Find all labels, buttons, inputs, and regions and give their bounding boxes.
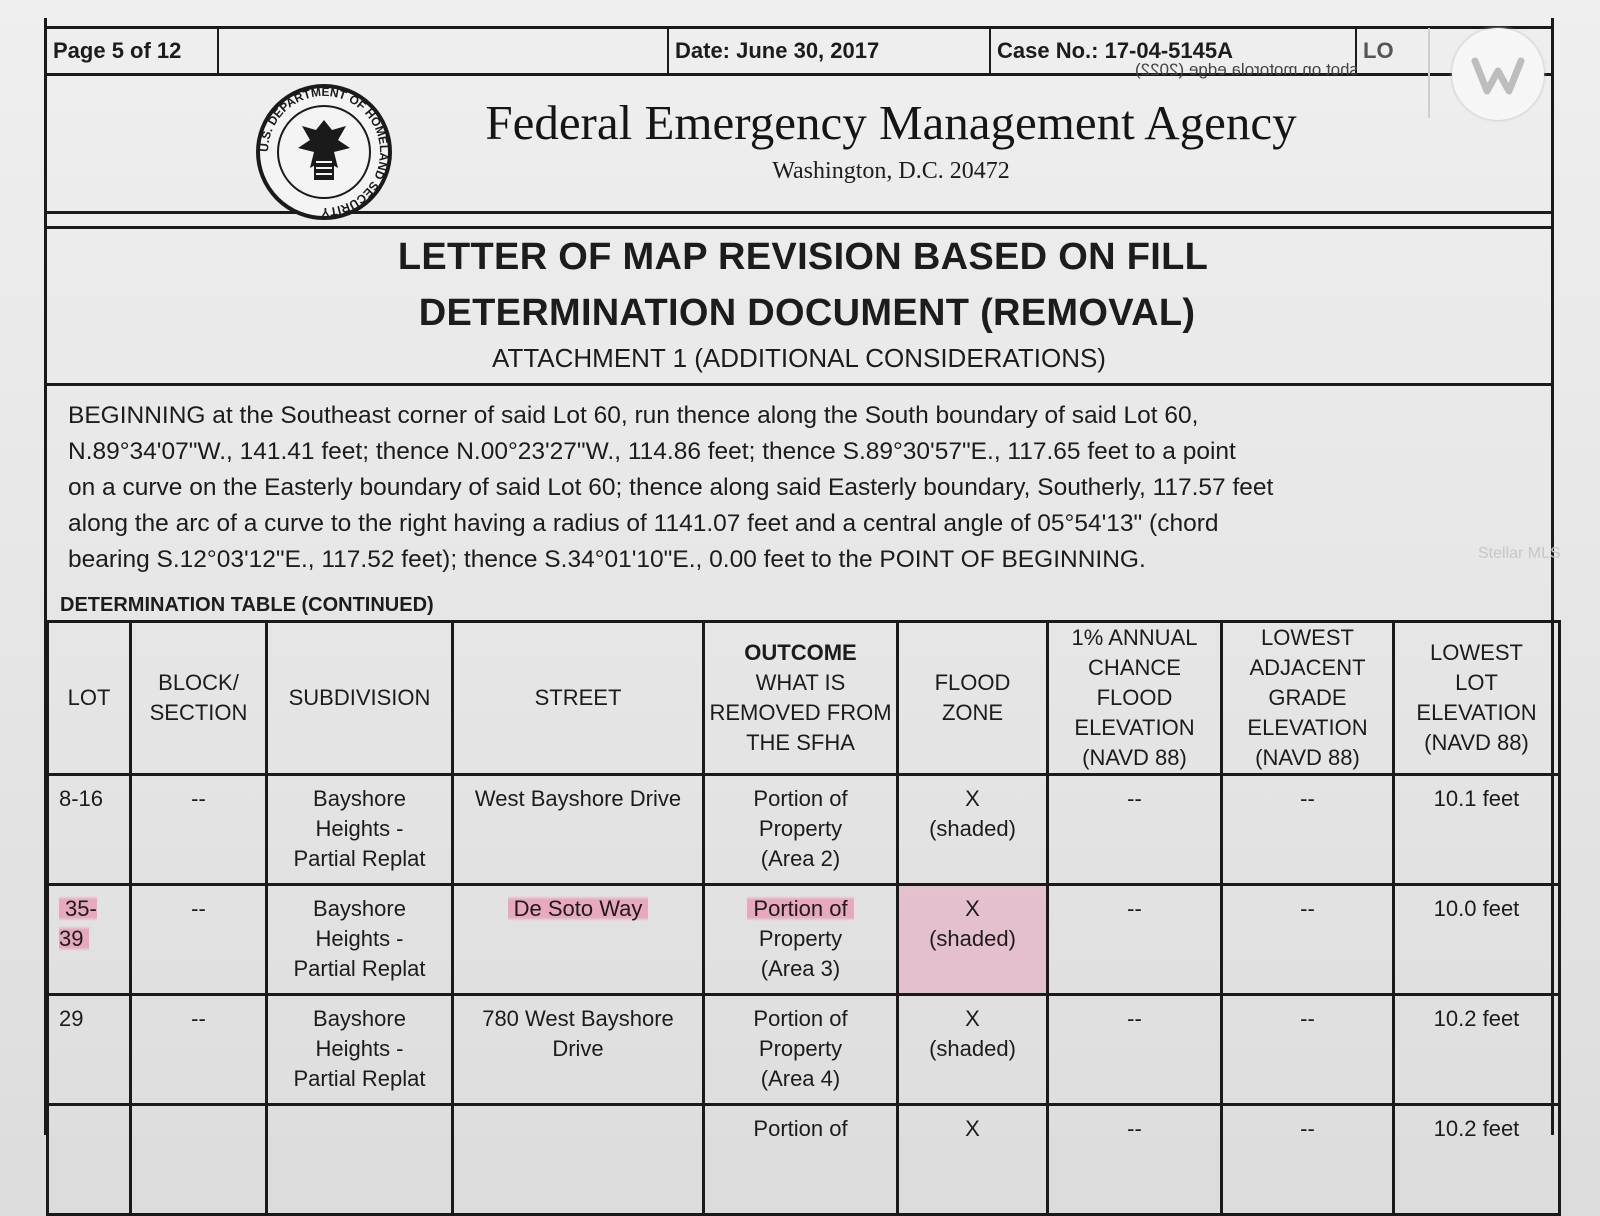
cell-block xyxy=(131,1105,267,1215)
col-street: STREET xyxy=(453,622,704,775)
cell-subdivision: Bayshore Heights - Partial Replat xyxy=(267,775,453,885)
cell-flood-zone: X (shaded) xyxy=(898,775,1048,885)
cell-outcome: Portion of Property (Area 4) xyxy=(704,995,898,1105)
cell-outcome: Portion of Property (Area 3) xyxy=(704,885,898,995)
cell-adjacent-grade: -- xyxy=(1222,1105,1394,1215)
cell-lot-elevation: 10.2 feet xyxy=(1394,1105,1560,1215)
determination-table xyxy=(46,620,1561,1216)
cell-flood-zone: X xyxy=(898,1105,1048,1215)
col-block-section: BLOCK/ SECTION xyxy=(131,622,267,775)
col-outcome: OUTCOME WHAT IS REMOVED FROM THE SFHA xyxy=(704,622,898,775)
col-subdivision: SUBDIVISION xyxy=(267,622,453,775)
legal-line: BEGINNING at the Southeast corner of said Lot 60, run thence along the South boundary of said Lot 60, xyxy=(68,402,1199,429)
cell-lot-elevation: 10.2 feet xyxy=(1394,995,1560,1105)
cell-outcome: Portion of Property (Area 2) xyxy=(704,775,898,885)
table-row-highlighted xyxy=(48,885,1560,995)
header-blank-cell xyxy=(219,29,669,73)
cell-annual-chance: -- xyxy=(1048,995,1222,1105)
legal-description xyxy=(68,398,1528,578)
page-number: Page 5 of 12 xyxy=(47,29,219,73)
cell-adjacent-grade: -- xyxy=(1222,995,1394,1105)
camera-caption: shot on motorola edge (2022) xyxy=(1135,60,1359,79)
cell-block: -- xyxy=(131,995,267,1105)
cell-flood-zone: X (shaded) xyxy=(898,995,1048,1105)
cell-block: -- xyxy=(131,775,267,885)
cell-subdivision: Bayshore Heights - Partial Replat xyxy=(267,995,453,1105)
cell-lot xyxy=(48,885,131,995)
col-lowest-lot-elevation: LOWEST LOT ELEVATION (NAVD 88) xyxy=(1394,622,1560,775)
cell-lot: 29 xyxy=(48,995,131,1105)
col-lowest-adjacent-grade: LOWEST ADJACENT GRADE ELEVATION (NAVD 88) xyxy=(1222,622,1394,775)
highlighted-street: De Soto Way xyxy=(508,896,649,921)
cell-outcome: Portion of xyxy=(704,1105,898,1215)
cell-flood-zone-highlighted: X (shaded) xyxy=(898,885,1048,995)
cell-lot-elevation: 10.0 feet xyxy=(1394,885,1560,995)
stellar-watermark: Stellar MLS xyxy=(1478,545,1561,562)
table-row xyxy=(48,995,1560,1105)
cell-subdivision xyxy=(267,1105,453,1215)
cell-lot xyxy=(48,1105,131,1215)
cell-street: 780 West Bayshore Drive xyxy=(453,995,704,1105)
col-annual-chance-elevation: 1% ANNUAL CHANCE FLOOD ELEVATION (NAVD 88) xyxy=(1048,622,1222,775)
legal-line: on a curve on the Easterly boundary of said Lot 60; thence along said Easterly boundary, Southerly, 117.57 feet xyxy=(68,474,1274,501)
dhs-seal-icon xyxy=(254,82,394,222)
cell-street: West Bayshore Drive xyxy=(453,775,704,885)
highlighted-lot: 35-39 xyxy=(59,896,97,951)
agency-address: Washington, D.C. 20472 xyxy=(772,158,1010,184)
determination-table-label: DETERMINATION TABLE (CONTINUED) xyxy=(60,594,434,616)
attachment-title: ATTACHMENT 1 (ADDITIONAL CONSIDERATIONS) xyxy=(492,343,1106,373)
table-body xyxy=(48,775,1560,1215)
document-title-line-2: DETERMINATION DOCUMENT (REMOVAL) xyxy=(418,292,1196,334)
highlighted-outcome: Portion of xyxy=(747,896,853,921)
cell-block: -- xyxy=(131,885,267,995)
document-date: Date: June 30, 2017 xyxy=(669,29,991,73)
legal-line: bearing S.12°03'12"E., 117.52 feet); thence S.34°01'10"E., 0.00 feet to the POINT OF BEGINNING. xyxy=(68,546,1146,573)
legal-line: N.89°34'07"W., 141.41 feet; thence N.00°23'27"W., 114.86 feet; thence S.89°30'57"E., 117.65 feet to a point xyxy=(68,438,1236,465)
cell-street xyxy=(453,1105,704,1215)
cell-street xyxy=(453,885,704,995)
cell-lot-elevation: 10.1 feet xyxy=(1394,775,1560,885)
lot-header-partial: LO xyxy=(1363,38,1394,63)
cell-lot: 8-16 xyxy=(48,775,131,885)
col-lot: LOT xyxy=(48,622,131,775)
table-header-row xyxy=(48,622,1560,775)
cell-annual-chance: -- xyxy=(1048,885,1222,995)
case-number: Case No.: 17-04-5145A xyxy=(991,29,1357,73)
col-flood-zone: FLOOD ZONE xyxy=(898,622,1048,775)
table-row xyxy=(48,775,1560,885)
legal-line: along the arc of a curve to the right having a radius of 1141.07 feet and a central angle of 05°54'13" (chord xyxy=(68,510,1219,537)
table-row-partial xyxy=(48,1105,1560,1215)
cell-annual-chance: -- xyxy=(1048,775,1222,885)
cell-adjacent-grade: -- xyxy=(1222,885,1394,995)
cell-annual-chance: -- xyxy=(1048,1105,1222,1215)
document-title-line-1: LETTER OF MAP REVISION BASED ON FILL xyxy=(397,236,1209,278)
cell-adjacent-grade: -- xyxy=(1222,775,1394,885)
seal-ring-text: U.S. DEPARTMENT OF HOMELAND SECURITY xyxy=(256,84,392,220)
agency-name: Federal Emergency Management Agency xyxy=(485,95,1297,150)
cell-subdivision: Bayshore Heights - Partial Replat xyxy=(267,885,453,995)
